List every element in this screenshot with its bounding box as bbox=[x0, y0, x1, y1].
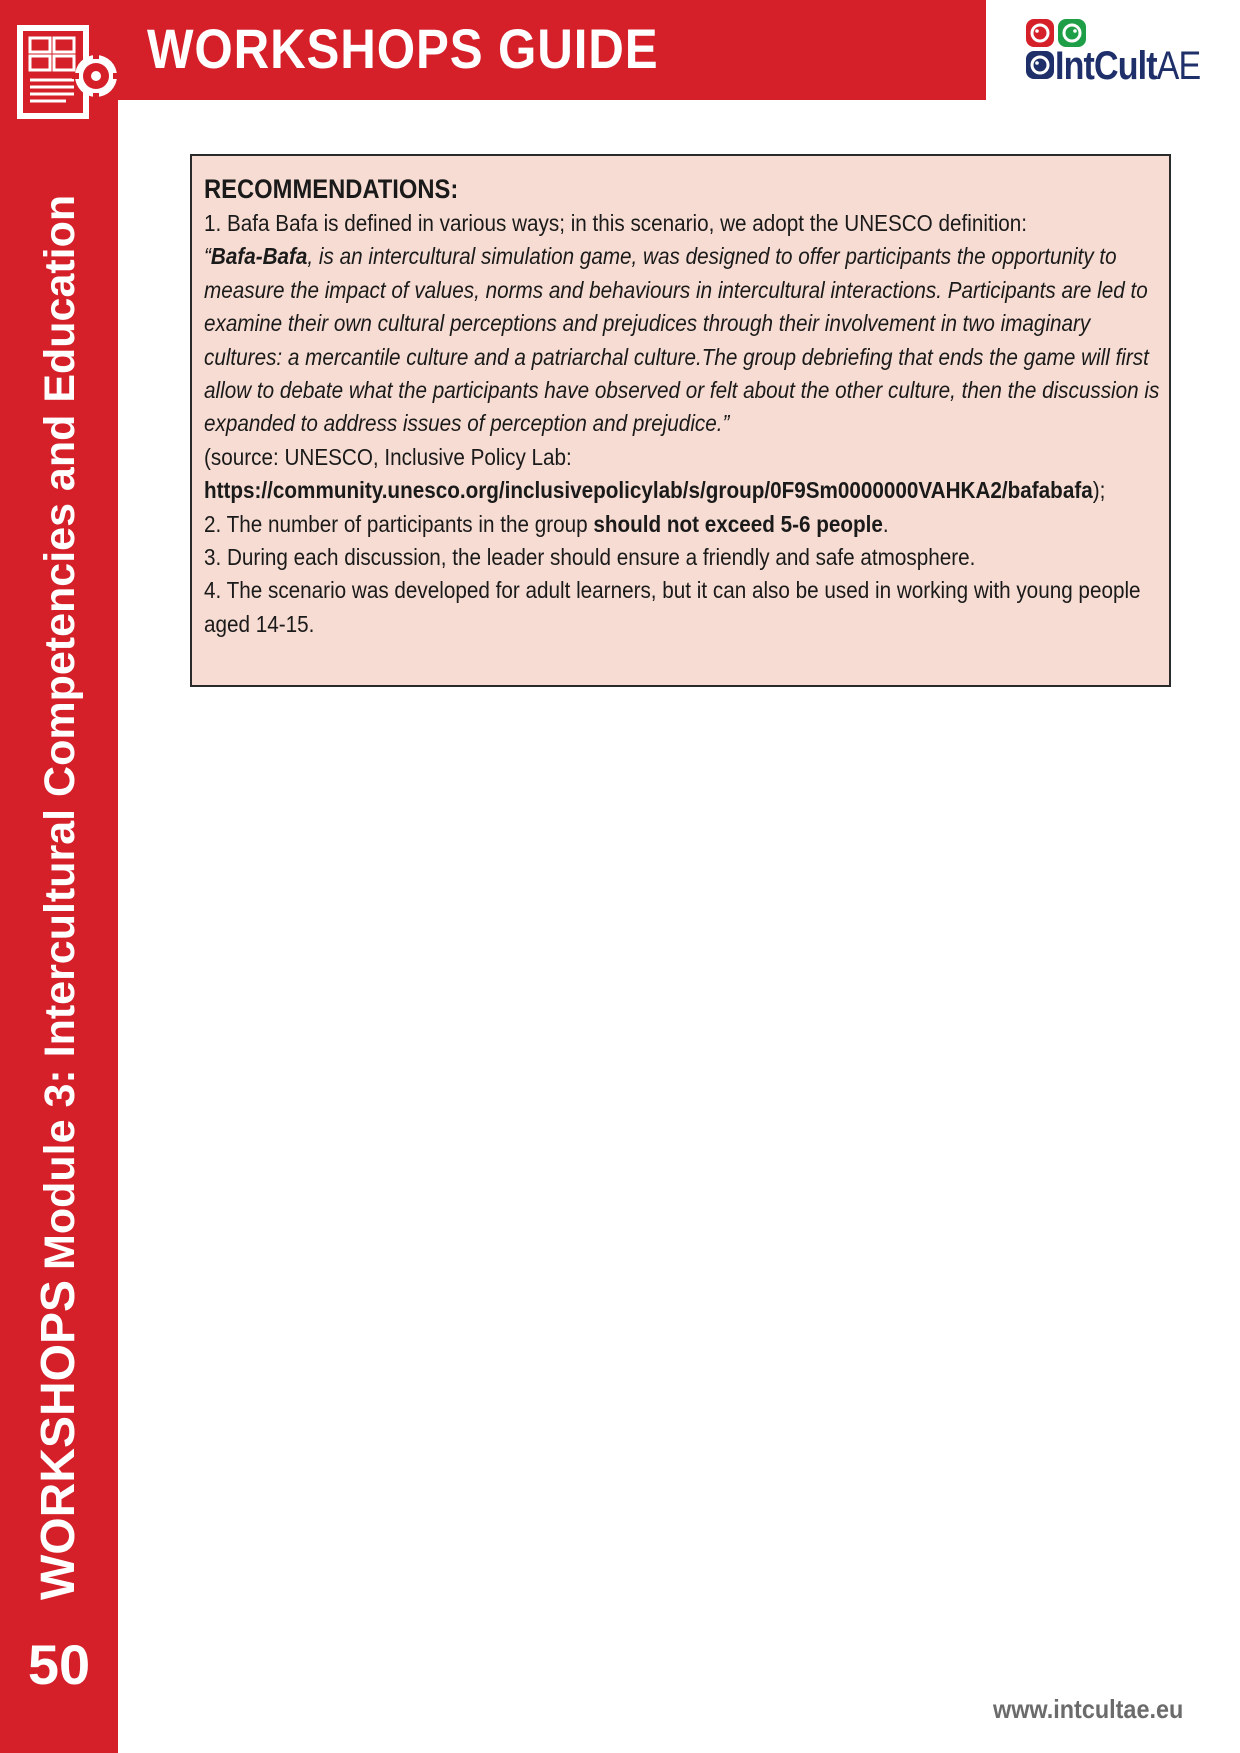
sidebar-vertical-title bbox=[30, 195, 88, 1600]
source-line bbox=[204, 474, 1163, 507]
recommendation-item-1-quote bbox=[204, 240, 1163, 440]
logo-text-light: AE bbox=[1156, 44, 1201, 88]
recommendation-item-2 bbox=[204, 508, 1163, 541]
intcultae-logo bbox=[1025, 18, 1205, 88]
source-label: (source: UNESCO, Inclusive Policy Lab: bbox=[204, 443, 572, 470]
page-number: 50 bbox=[27, 1633, 91, 1696]
logo-text bbox=[1055, 44, 1200, 88]
module-guide-icon bbox=[16, 24, 120, 128]
quote-body: , is an intercultural simulation game, was designed to offer participants the opportunity to measure the impact of values, norms and behaviours in intercultural interactions. Participants are led to examine their own cultural perceptions and prejudices through their involvement in two imaginary cultures: a mercantile culture and a patriarchal culture.The group debriefing that ends the game will first allow to debate what the participants have observed or felt about the other culture, then the discussion is expanded to address issues of perception and prejudice.” bbox=[204, 243, 1160, 437]
recommendation-item-1-intro: 1. Bafa Bafa is defined in various ways; in this scenario, we adopt the UNESCO definition: bbox=[204, 210, 1028, 236]
quote-open-mark: “ bbox=[204, 243, 211, 270]
footer-website-link[interactable]: www.intcultae.eu bbox=[993, 1694, 1184, 1724]
sidebar-title-strong: WORKSHOPS bbox=[32, 1279, 85, 1600]
sidebar-title-rest: Module 3: Intercultural Competencies and Education bbox=[36, 194, 84, 1270]
page-title: WORKSHOPS GUIDE bbox=[147, 17, 659, 80]
logo-text-bold: IntCult bbox=[1055, 44, 1157, 88]
source-url-link[interactable]: https://community.unesco.org/inclusivepolicylab/s/group/0F9Sm0000000VAHKA2/bafabafa bbox=[204, 477, 1093, 504]
source-end: ); bbox=[1092, 477, 1106, 504]
quote-term: Bafa-Bafa bbox=[210, 243, 308, 270]
item-2-post: . bbox=[882, 510, 889, 537]
item-2-emphasis: should not exceed 5-6 people bbox=[593, 510, 883, 537]
recommendations-heading: RECOMMENDATIONS: bbox=[204, 174, 459, 204]
item-2-pre: 2. The number of participants in the group bbox=[204, 510, 594, 537]
recommendation-item-3: 3. During each discussion, the leader should ensure a friendly and safe atmosphere. bbox=[204, 544, 976, 571]
recommendations-box bbox=[190, 154, 1171, 687]
recommendation-item-4: 4. The scenario was developed for adult learners, but it can also be used in working with young people aged 14-15. bbox=[204, 577, 1141, 637]
